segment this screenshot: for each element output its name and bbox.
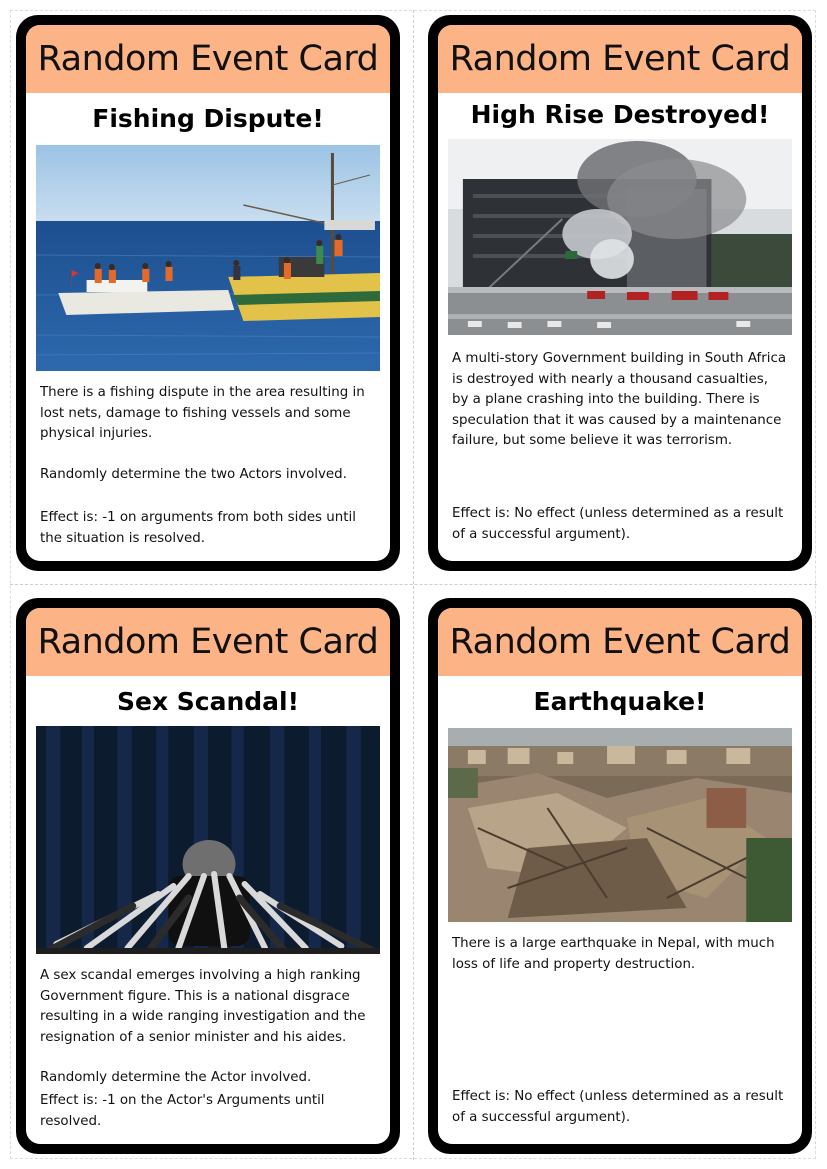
cut-line-vertical xyxy=(413,10,414,1160)
card-effect: Effect is: No effect (unless determined as a result of a successful argument). xyxy=(452,1089,784,1125)
description-text: A multi-story Government building in South Africa is destroyed with nearly a thousand casualties, by a plane crashing into the building. There is speculation that it was caused by a maintenance failure, but some believe it was terrorism. xyxy=(452,351,787,448)
card-header: Random Event Card xyxy=(438,608,802,676)
instruction-text: Randomly determine the Actor involved. xyxy=(40,1070,312,1085)
burning-building-photo xyxy=(448,139,792,335)
card-title: High Rise Destroyed! xyxy=(470,100,770,129)
card-description xyxy=(438,934,802,975)
card-body xyxy=(26,608,390,1144)
card-description xyxy=(26,966,390,1089)
earthquake-rubble-photo xyxy=(448,728,792,922)
card-body xyxy=(438,25,802,561)
event-card-sex-scandal xyxy=(16,598,400,1154)
fishing-boats-photo xyxy=(36,145,380,371)
instruction-text: Randomly determine the two Actors involved. xyxy=(40,466,347,482)
event-card-earthquake xyxy=(428,598,812,1154)
description-text: There is a fishing dispute in the area resulting in lost nets, damage to fishing vessels and some physical injuries. xyxy=(40,385,365,441)
card-effect: Effect is: -1 on arguments from both sides until the situation is resolved. xyxy=(40,510,356,546)
card-effect: Effect is: -1 on the Actor's Arguments until resolved. xyxy=(40,1093,325,1129)
card-title: Fishing Dispute! xyxy=(92,104,324,133)
press-conference-microphones-photo xyxy=(36,726,380,954)
card-effect: Effect is: No effect (unless determined as a result of a successful argument). xyxy=(452,506,784,542)
card-title: Sex Scandal! xyxy=(116,687,300,716)
card-header: Random Event Card xyxy=(438,25,802,93)
card-header: Random Event Card xyxy=(26,25,390,93)
card-description xyxy=(26,383,390,485)
card-body xyxy=(438,608,802,1144)
card-description xyxy=(438,349,802,452)
event-card-fishing-dispute xyxy=(16,15,400,571)
event-card-high-rise-destroyed xyxy=(428,15,812,571)
description-text: A sex scandal emerges involving a high ranking Government figure. This is a national disgrace resulting in a wide ranging investigation and the resignation of a senior minister and his aides. xyxy=(40,968,366,1045)
cut-line-horizontal xyxy=(10,584,817,585)
card-header: Random Event Card xyxy=(26,608,390,676)
description-text: There is a large earthquake in Nepal, with much loss of life and property destruction. xyxy=(452,936,775,972)
card-title: Earthquake! xyxy=(533,687,707,716)
card-body xyxy=(26,25,390,561)
